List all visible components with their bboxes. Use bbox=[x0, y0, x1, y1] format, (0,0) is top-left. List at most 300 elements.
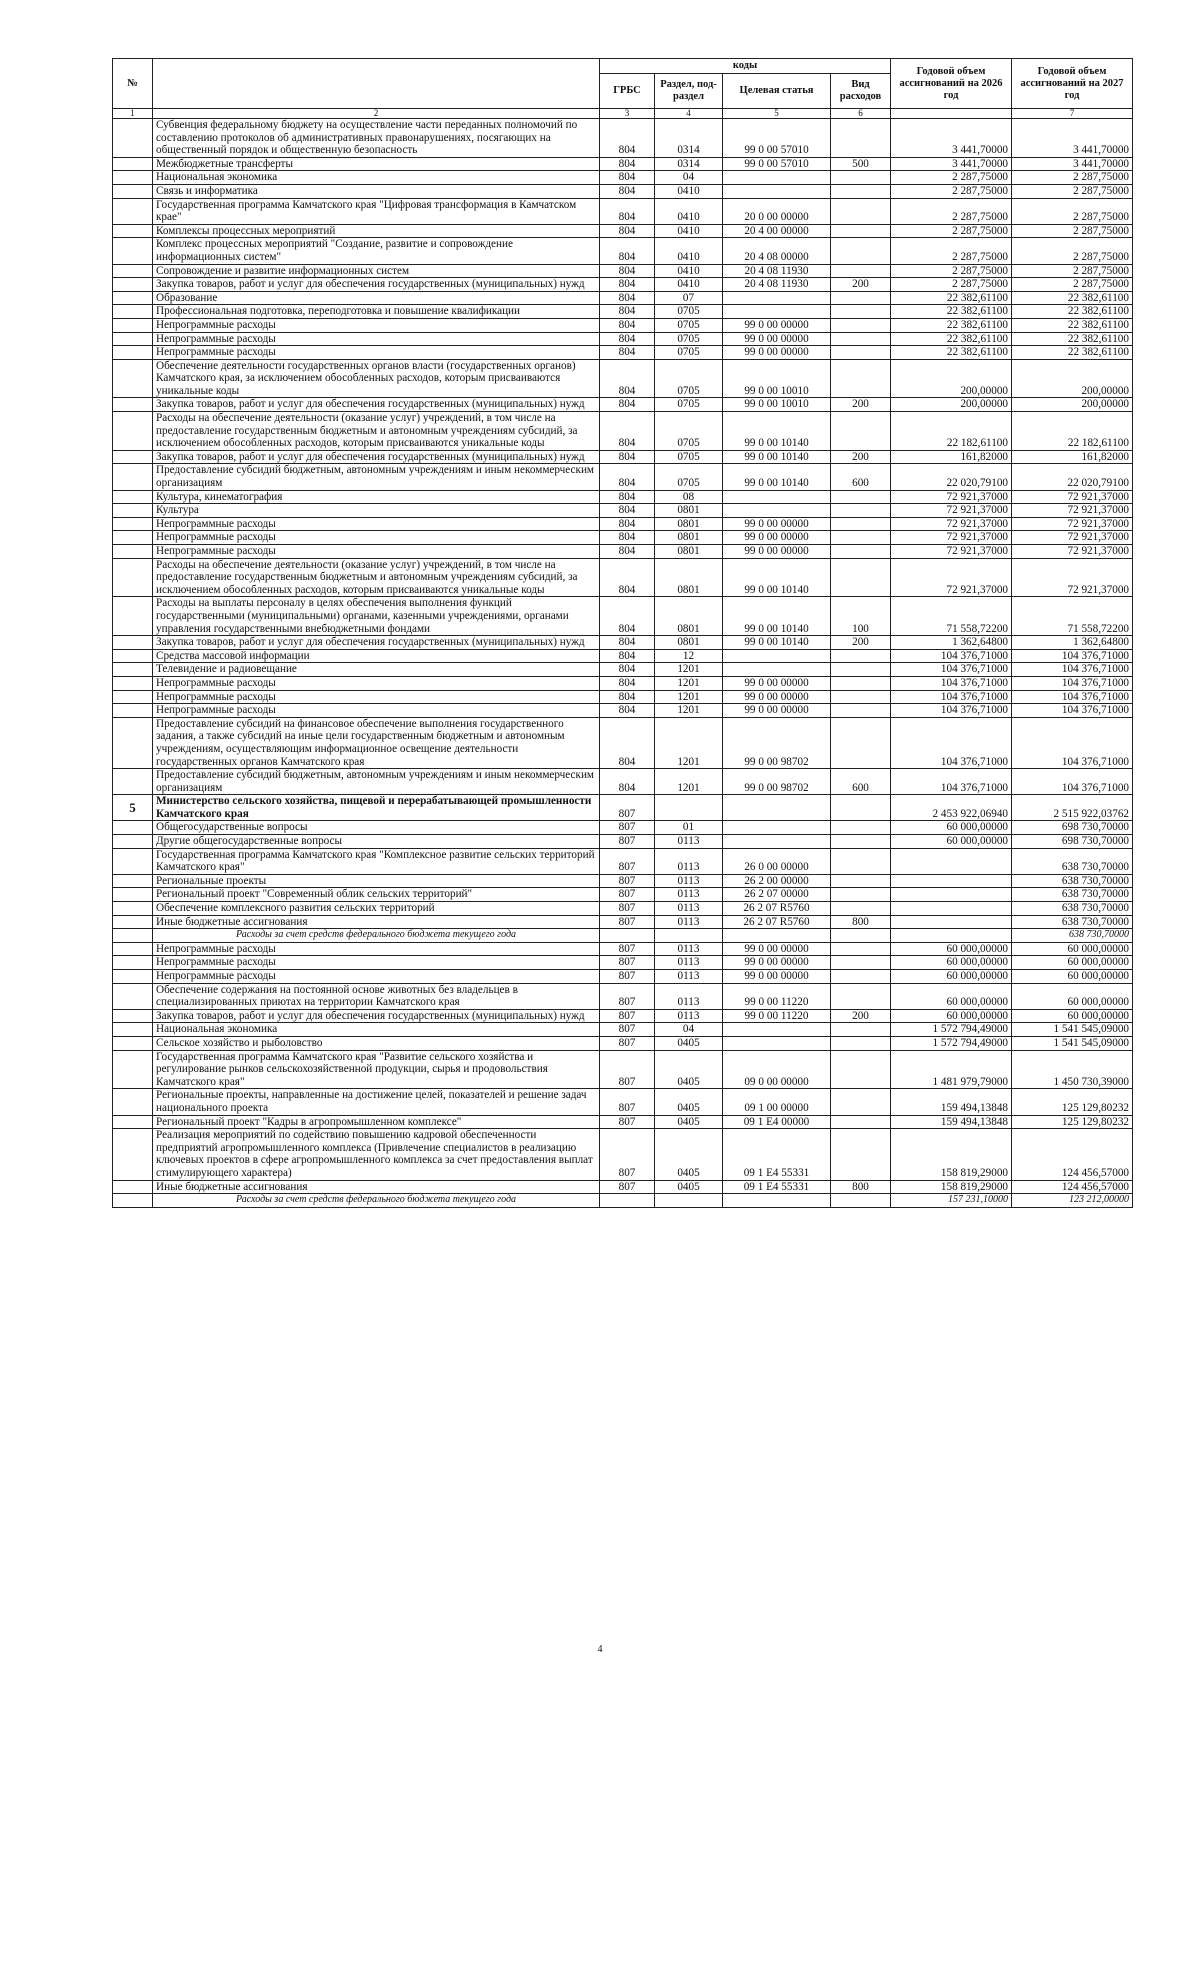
row-expense-type bbox=[831, 264, 891, 278]
row-volume-2026: 2 287,75000 bbox=[891, 184, 1012, 198]
row-target-article: 99 0 00 10140 bbox=[723, 464, 831, 490]
row-expense-type bbox=[831, 359, 891, 398]
table-row bbox=[113, 597, 1133, 636]
row-volume-2026: 200,00000 bbox=[891, 359, 1012, 398]
row-number bbox=[113, 636, 153, 650]
table-row bbox=[113, 318, 1133, 332]
row-name: Расходы за счет средств федерального бюджета текущего года bbox=[153, 1194, 600, 1208]
row-target-article bbox=[723, 1023, 831, 1037]
row-grbs: 804 bbox=[600, 171, 655, 185]
row-number bbox=[113, 305, 153, 319]
row-number bbox=[113, 690, 153, 704]
table-row bbox=[113, 690, 1133, 704]
row-name: Непрограммные расходы bbox=[153, 956, 600, 970]
row-grbs: 807 bbox=[600, 1129, 655, 1180]
header-target: Целевая статья bbox=[723, 74, 831, 109]
row-name: Культура bbox=[153, 504, 600, 518]
row-section: 0705 bbox=[655, 450, 723, 464]
row-expense-type bbox=[831, 874, 891, 888]
row-name: Обеспечение деятельности государственных органов власти (государственных органов) Камчатского края, за исключением обособленных расходов, которым присваиваются уникальные коды bbox=[153, 359, 600, 398]
row-section: 0410 bbox=[655, 184, 723, 198]
row-volume-2027: 2 287,75000 bbox=[1012, 198, 1133, 224]
row-expense-type bbox=[831, 490, 891, 504]
row-volume-2027: 3 441,70000 bbox=[1012, 119, 1133, 158]
row-volume-2026: 72 921,37000 bbox=[891, 558, 1012, 597]
row-target-article bbox=[723, 171, 831, 185]
row-section: 0314 bbox=[655, 119, 723, 158]
row-target-article: 99 0 00 98702 bbox=[723, 769, 831, 795]
row-volume-2026: 60 000,00000 bbox=[891, 956, 1012, 970]
row-volume-2027: 72 921,37000 bbox=[1012, 545, 1133, 559]
row-target-article: 99 0 00 00000 bbox=[723, 942, 831, 956]
row-expense-type bbox=[831, 346, 891, 360]
row-volume-2026: 22 382,61100 bbox=[891, 291, 1012, 305]
row-target-article bbox=[723, 795, 831, 821]
table-row bbox=[113, 769, 1133, 795]
row-volume-2027: 125 129,80232 bbox=[1012, 1089, 1133, 1115]
row-grbs: 804 bbox=[600, 636, 655, 650]
row-number bbox=[113, 915, 153, 929]
row-number bbox=[113, 676, 153, 690]
row-expense-type bbox=[831, 888, 891, 902]
row-volume-2026: 104 376,71000 bbox=[891, 717, 1012, 768]
row-number bbox=[113, 490, 153, 504]
row-volume-2026: 2 287,75000 bbox=[891, 238, 1012, 264]
row-volume-2026: 159 494,13848 bbox=[891, 1115, 1012, 1129]
row-volume-2027: 72 921,37000 bbox=[1012, 504, 1133, 518]
row-expense-type: 600 bbox=[831, 464, 891, 490]
row-name: Межбюджетные трансферты bbox=[153, 157, 600, 171]
row-volume-2027: 60 000,00000 bbox=[1012, 970, 1133, 984]
row-target-article bbox=[723, 663, 831, 677]
row-number bbox=[113, 1009, 153, 1023]
row-name: Другие общегосударственные вопросы bbox=[153, 835, 600, 849]
header-name bbox=[153, 59, 600, 109]
row-number bbox=[113, 224, 153, 238]
row-number bbox=[113, 450, 153, 464]
row-target-article: 09 1 E4 00000 bbox=[723, 1115, 831, 1129]
row-volume-2026: 60 000,00000 bbox=[891, 821, 1012, 835]
row-volume-2027: 200,00000 bbox=[1012, 359, 1133, 398]
row-volume-2026: 1 572 794,49000 bbox=[891, 1023, 1012, 1037]
table-row bbox=[113, 558, 1133, 597]
table-row bbox=[113, 821, 1133, 835]
row-section: 0705 bbox=[655, 318, 723, 332]
row-volume-2027: 698 730,70000 bbox=[1012, 835, 1133, 849]
row-expense-type bbox=[831, 942, 891, 956]
row-grbs: 804 bbox=[600, 264, 655, 278]
row-expense-type bbox=[831, 1115, 891, 1129]
row-target-article: 20 4 00 00000 bbox=[723, 224, 831, 238]
row-grbs: 804 bbox=[600, 663, 655, 677]
row-target-article bbox=[723, 184, 831, 198]
row-volume-2027: 22 382,61100 bbox=[1012, 291, 1133, 305]
col-number bbox=[891, 109, 1012, 119]
row-section: 1201 bbox=[655, 769, 723, 795]
row-section: 0113 bbox=[655, 956, 723, 970]
row-volume-2027: 71 558,72200 bbox=[1012, 597, 1133, 636]
row-target-article: 99 0 00 57010 bbox=[723, 119, 831, 158]
row-expense-type bbox=[831, 956, 891, 970]
row-grbs: 804 bbox=[600, 597, 655, 636]
budget-table bbox=[112, 58, 1133, 1208]
row-expense-type bbox=[831, 983, 891, 1009]
row-grbs: 804 bbox=[600, 412, 655, 451]
row-expense-type bbox=[831, 649, 891, 663]
table-row bbox=[113, 517, 1133, 531]
row-volume-2026: 60 000,00000 bbox=[891, 983, 1012, 1009]
row-volume-2026: 104 376,71000 bbox=[891, 690, 1012, 704]
row-volume-2027: 638 730,70000 bbox=[1012, 915, 1133, 929]
row-volume-2026: 104 376,71000 bbox=[891, 704, 1012, 718]
row-volume-2026: 60 000,00000 bbox=[891, 970, 1012, 984]
row-grbs: 807 bbox=[600, 1089, 655, 1115]
row-target-article bbox=[723, 821, 831, 835]
row-volume-2027: 1 362,64800 bbox=[1012, 636, 1133, 650]
row-grbs: 804 bbox=[600, 278, 655, 292]
row-volume-2027: 104 376,71000 bbox=[1012, 769, 1133, 795]
row-section: 0410 bbox=[655, 224, 723, 238]
row-target-article bbox=[723, 490, 831, 504]
row-expense-type: 200 bbox=[831, 450, 891, 464]
row-name: Расходы на обеспечение деятельности (оказание услуг) учреждений, в том числе на предоставление государственным бюджетным и автономным учреждениям субсидий, за исключением обособленных расходов, которым присваиваются уникальные коды bbox=[153, 412, 600, 451]
row-grbs: 807 bbox=[600, 956, 655, 970]
row-section: 0405 bbox=[655, 1036, 723, 1050]
row-grbs: 807 bbox=[600, 821, 655, 835]
table-row bbox=[113, 450, 1133, 464]
table-row bbox=[113, 171, 1133, 185]
row-volume-2027: 1 541 545,09000 bbox=[1012, 1023, 1133, 1037]
row-target-article: 99 0 00 11220 bbox=[723, 1009, 831, 1023]
row-volume-2026: 200,00000 bbox=[891, 398, 1012, 412]
table-row bbox=[113, 346, 1133, 360]
row-expense-type bbox=[831, 332, 891, 346]
row-section: 0113 bbox=[655, 848, 723, 874]
row-target-article: 99 0 00 10140 bbox=[723, 636, 831, 650]
row-name: Предоставление субсидий бюджетным, автономным учреждениям и иным некоммерческим организациям bbox=[153, 769, 600, 795]
table-row bbox=[113, 1009, 1133, 1023]
row-name: Государственная программа Камчатского края "Цифровая трансформация в Камчатском крае" bbox=[153, 198, 600, 224]
row-target-article: 99 0 00 57010 bbox=[723, 157, 831, 171]
row-section: 0314 bbox=[655, 157, 723, 171]
row-section: 0113 bbox=[655, 970, 723, 984]
row-section: 0113 bbox=[655, 915, 723, 929]
row-grbs: 807 bbox=[600, 915, 655, 929]
header-vol-2026: Годовой объем ассигнований на 2026 год bbox=[891, 59, 1012, 109]
row-volume-2027: 1 541 545,09000 bbox=[1012, 1036, 1133, 1050]
row-section: 0801 bbox=[655, 545, 723, 559]
row-number bbox=[113, 1115, 153, 1129]
row-number bbox=[113, 398, 153, 412]
row-expense-type bbox=[831, 119, 891, 158]
row-target-article: 99 0 00 00000 bbox=[723, 545, 831, 559]
page-number: 4 bbox=[597, 1644, 603, 1655]
row-grbs: 804 bbox=[600, 704, 655, 718]
row-number bbox=[113, 238, 153, 264]
row-target-article bbox=[723, 929, 831, 943]
row-grbs: 804 bbox=[600, 464, 655, 490]
row-expense-type bbox=[831, 717, 891, 768]
row-number bbox=[113, 902, 153, 916]
table-row bbox=[113, 888, 1133, 902]
row-number bbox=[113, 359, 153, 398]
row-expense-type bbox=[831, 704, 891, 718]
row-volume-2027: 1 450 730,39000 bbox=[1012, 1050, 1133, 1089]
row-name: Непрограммные расходы bbox=[153, 318, 600, 332]
row-expense-type bbox=[831, 198, 891, 224]
row-volume-2027: 104 376,71000 bbox=[1012, 690, 1133, 704]
table-row bbox=[113, 874, 1133, 888]
row-expense-type bbox=[831, 1036, 891, 1050]
row-expense-type bbox=[831, 238, 891, 264]
row-expense-type bbox=[831, 504, 891, 518]
row-volume-2027: 72 921,37000 bbox=[1012, 490, 1133, 504]
header-no: № bbox=[113, 59, 153, 109]
row-volume-2027: 125 129,80232 bbox=[1012, 1115, 1133, 1129]
row-volume-2027: 2 287,75000 bbox=[1012, 224, 1133, 238]
row-volume-2027: 60 000,00000 bbox=[1012, 983, 1133, 1009]
row-number bbox=[113, 1089, 153, 1115]
row-target-article: 26 2 07 R5760 bbox=[723, 902, 831, 916]
row-section: 0405 bbox=[655, 1129, 723, 1180]
row-number bbox=[113, 956, 153, 970]
row-volume-2026: 22 382,61100 bbox=[891, 346, 1012, 360]
row-expense-type bbox=[831, 318, 891, 332]
row-grbs: 804 bbox=[600, 531, 655, 545]
row-grbs: 804 bbox=[600, 305, 655, 319]
row-grbs: 804 bbox=[600, 504, 655, 518]
row-section: 0801 bbox=[655, 597, 723, 636]
row-expense-type bbox=[831, 171, 891, 185]
row-volume-2027: 104 376,71000 bbox=[1012, 704, 1133, 718]
row-volume-2026: 1 481 979,79000 bbox=[891, 1050, 1012, 1089]
row-name: Закупка товаров, работ и услуг для обеспечения государственных (муниципальных) нужд bbox=[153, 278, 600, 292]
row-volume-2026: 22 182,61100 bbox=[891, 412, 1012, 451]
row-volume-2026 bbox=[891, 915, 1012, 929]
row-expense-type bbox=[831, 821, 891, 835]
row-volume-2026: 2 453 922,06940 bbox=[891, 795, 1012, 821]
row-name: Предоставление субсидий бюджетным, автономным учреждениям и иным некоммерческим организациям bbox=[153, 464, 600, 490]
row-volume-2026: 157 231,10000 bbox=[891, 1194, 1012, 1208]
row-volume-2027: 2 287,75000 bbox=[1012, 184, 1133, 198]
row-name: Национальная экономика bbox=[153, 1023, 600, 1037]
row-grbs: 804 bbox=[600, 769, 655, 795]
header-section: Раздел, под-раздел bbox=[655, 74, 723, 109]
row-number: 5 bbox=[113, 795, 153, 821]
row-number bbox=[113, 198, 153, 224]
row-volume-2027: 124 456,57000 bbox=[1012, 1180, 1133, 1194]
table-row bbox=[113, 305, 1133, 319]
row-number bbox=[113, 291, 153, 305]
row-expense-type bbox=[831, 1089, 891, 1115]
row-name: Телевидение и радиовещание bbox=[153, 663, 600, 677]
row-volume-2026: 60 000,00000 bbox=[891, 1009, 1012, 1023]
row-name: Непрограммные расходы bbox=[153, 517, 600, 531]
row-volume-2026: 72 921,37000 bbox=[891, 504, 1012, 518]
table-row bbox=[113, 504, 1133, 518]
row-section: 1201 bbox=[655, 690, 723, 704]
row-name: Средства массовой информации bbox=[153, 649, 600, 663]
row-number bbox=[113, 888, 153, 902]
row-section bbox=[655, 929, 723, 943]
row-target-article: 09 1 00 00000 bbox=[723, 1089, 831, 1115]
row-volume-2026: 2 287,75000 bbox=[891, 278, 1012, 292]
row-section: 1201 bbox=[655, 676, 723, 690]
table-row bbox=[113, 464, 1133, 490]
row-grbs: 804 bbox=[600, 346, 655, 360]
row-number bbox=[113, 835, 153, 849]
note-row bbox=[113, 1194, 1133, 1208]
row-section: 07 bbox=[655, 291, 723, 305]
table-row bbox=[113, 704, 1133, 718]
row-number bbox=[113, 1129, 153, 1180]
row-grbs: 804 bbox=[600, 184, 655, 198]
row-volume-2026: 2 287,75000 bbox=[891, 198, 1012, 224]
row-volume-2027: 60 000,00000 bbox=[1012, 956, 1133, 970]
row-section: 0705 bbox=[655, 464, 723, 490]
row-volume-2027: 22 182,61100 bbox=[1012, 412, 1133, 451]
row-volume-2027: 698 730,70000 bbox=[1012, 821, 1133, 835]
row-name: Закупка товаров, работ и услуг для обеспечения государственных (муниципальных) нужд bbox=[153, 398, 600, 412]
row-target-article: 99 0 00 00000 bbox=[723, 318, 831, 332]
row-target-article: 26 2 07 R5760 bbox=[723, 915, 831, 929]
row-section: 0113 bbox=[655, 902, 723, 916]
row-name: Непрограммные расходы bbox=[153, 545, 600, 559]
header-vol-2027: Годовой объем ассигнований на 2027 год bbox=[1012, 59, 1133, 109]
row-expense-type bbox=[831, 902, 891, 916]
table-row bbox=[113, 291, 1133, 305]
table-row bbox=[113, 224, 1133, 238]
row-name: Непрограммные расходы bbox=[153, 690, 600, 704]
row-expense-type bbox=[831, 558, 891, 597]
row-grbs: 807 bbox=[600, 983, 655, 1009]
col-number: 7 bbox=[1012, 109, 1133, 119]
row-number bbox=[113, 1023, 153, 1037]
row-expense-type bbox=[831, 676, 891, 690]
row-target-article: 26 2 07 00000 bbox=[723, 888, 831, 902]
row-section: 0705 bbox=[655, 305, 723, 319]
row-name: Непрограммные расходы bbox=[153, 704, 600, 718]
row-target-article: 09 0 00 00000 bbox=[723, 1050, 831, 1089]
row-expense-type: 100 bbox=[831, 597, 891, 636]
row-grbs: 807 bbox=[600, 848, 655, 874]
row-section: 0801 bbox=[655, 636, 723, 650]
row-number bbox=[113, 171, 153, 185]
row-volume-2027: 2 287,75000 bbox=[1012, 238, 1133, 264]
row-grbs: 804 bbox=[600, 490, 655, 504]
table-header bbox=[113, 59, 1133, 119]
row-volume-2027: 72 921,37000 bbox=[1012, 531, 1133, 545]
row-number bbox=[113, 332, 153, 346]
row-grbs: 807 bbox=[600, 1036, 655, 1050]
row-number bbox=[113, 1036, 153, 1050]
row-volume-2026: 60 000,00000 bbox=[891, 942, 1012, 956]
row-target-article: 99 0 00 00000 bbox=[723, 970, 831, 984]
row-grbs: 807 bbox=[600, 888, 655, 902]
row-name: Непрограммные расходы bbox=[153, 970, 600, 984]
row-grbs: 804 bbox=[600, 398, 655, 412]
row-number bbox=[113, 929, 153, 943]
table-row bbox=[113, 264, 1133, 278]
row-target-article bbox=[723, 649, 831, 663]
row-number bbox=[113, 517, 153, 531]
row-volume-2027: 72 921,37000 bbox=[1012, 558, 1133, 597]
table-row bbox=[113, 184, 1133, 198]
table-row bbox=[113, 1050, 1133, 1089]
row-volume-2027: 104 376,71000 bbox=[1012, 717, 1133, 768]
row-number bbox=[113, 1194, 153, 1208]
row-target-article: 99 0 00 00000 bbox=[723, 676, 831, 690]
row-section bbox=[655, 795, 723, 821]
row-grbs: 804 bbox=[600, 291, 655, 305]
row-section: 0705 bbox=[655, 332, 723, 346]
col-number: 1 bbox=[113, 109, 153, 119]
row-grbs: 807 bbox=[600, 942, 655, 956]
row-expense-type bbox=[831, 224, 891, 238]
row-section: 0113 bbox=[655, 835, 723, 849]
row-number bbox=[113, 184, 153, 198]
row-volume-2027: 22 382,61100 bbox=[1012, 318, 1133, 332]
row-volume-2026: 72 921,37000 bbox=[891, 490, 1012, 504]
row-name: Региональные проекты, направленные на достижение целей, показателей и решение задач национального проекта bbox=[153, 1089, 600, 1115]
row-volume-2026: 158 819,29000 bbox=[891, 1180, 1012, 1194]
row-name: Обеспечение комплексного развития сельских территорий bbox=[153, 902, 600, 916]
row-name: Непрограммные расходы bbox=[153, 332, 600, 346]
row-section: 1201 bbox=[655, 704, 723, 718]
row-name: Расходы за счет средств федерального бюджета текущего года bbox=[153, 929, 600, 943]
table-body bbox=[113, 119, 1133, 1208]
row-expense-type: 800 bbox=[831, 1180, 891, 1194]
row-volume-2026: 104 376,71000 bbox=[891, 649, 1012, 663]
row-section: 0801 bbox=[655, 504, 723, 518]
row-target-article bbox=[723, 1036, 831, 1050]
row-volume-2027: 161,82000 bbox=[1012, 450, 1133, 464]
row-target-article: 99 0 00 00000 bbox=[723, 332, 831, 346]
row-expense-type: 200 bbox=[831, 278, 891, 292]
row-volume-2027: 22 382,61100 bbox=[1012, 305, 1133, 319]
row-name: Непрограммные расходы bbox=[153, 346, 600, 360]
row-volume-2026: 3 441,70000 bbox=[891, 157, 1012, 171]
row-expense-type bbox=[831, 929, 891, 943]
row-name: Иные бюджетные ассигнования bbox=[153, 1180, 600, 1194]
row-number bbox=[113, 531, 153, 545]
table-row bbox=[113, 983, 1133, 1009]
row-volume-2027: 2 287,75000 bbox=[1012, 278, 1133, 292]
row-section: 0410 bbox=[655, 278, 723, 292]
table-row bbox=[113, 649, 1133, 663]
table-row bbox=[113, 956, 1133, 970]
row-number bbox=[113, 649, 153, 663]
row-volume-2026: 72 921,37000 bbox=[891, 545, 1012, 559]
row-volume-2027: 638 730,70000 bbox=[1012, 848, 1133, 874]
row-section: 0113 bbox=[655, 1009, 723, 1023]
row-number bbox=[113, 464, 153, 490]
row-name: Предоставление субсидий на финансовое обеспечение выполнения государственного задания, а также субсидий на иные цели государственным бюджетным и автономным учреждениям, осуществляющим информационное освещение деятельности государственных органов Камчатского края bbox=[153, 717, 600, 768]
row-volume-2026 bbox=[891, 848, 1012, 874]
row-grbs: 804 bbox=[600, 359, 655, 398]
row-section: 0801 bbox=[655, 517, 723, 531]
row-target-article: 99 0 00 10010 bbox=[723, 359, 831, 398]
row-volume-2026 bbox=[891, 874, 1012, 888]
row-section: 1201 bbox=[655, 663, 723, 677]
row-name: Комплекс процессных мероприятий "Создание, развитие и сопровождение информационных систем" bbox=[153, 238, 600, 264]
row-volume-2026 bbox=[891, 902, 1012, 916]
row-volume-2026: 3 441,70000 bbox=[891, 119, 1012, 158]
table-row bbox=[113, 238, 1133, 264]
row-number bbox=[113, 663, 153, 677]
row-target-article bbox=[723, 1194, 831, 1208]
row-volume-2026: 72 921,37000 bbox=[891, 531, 1012, 545]
